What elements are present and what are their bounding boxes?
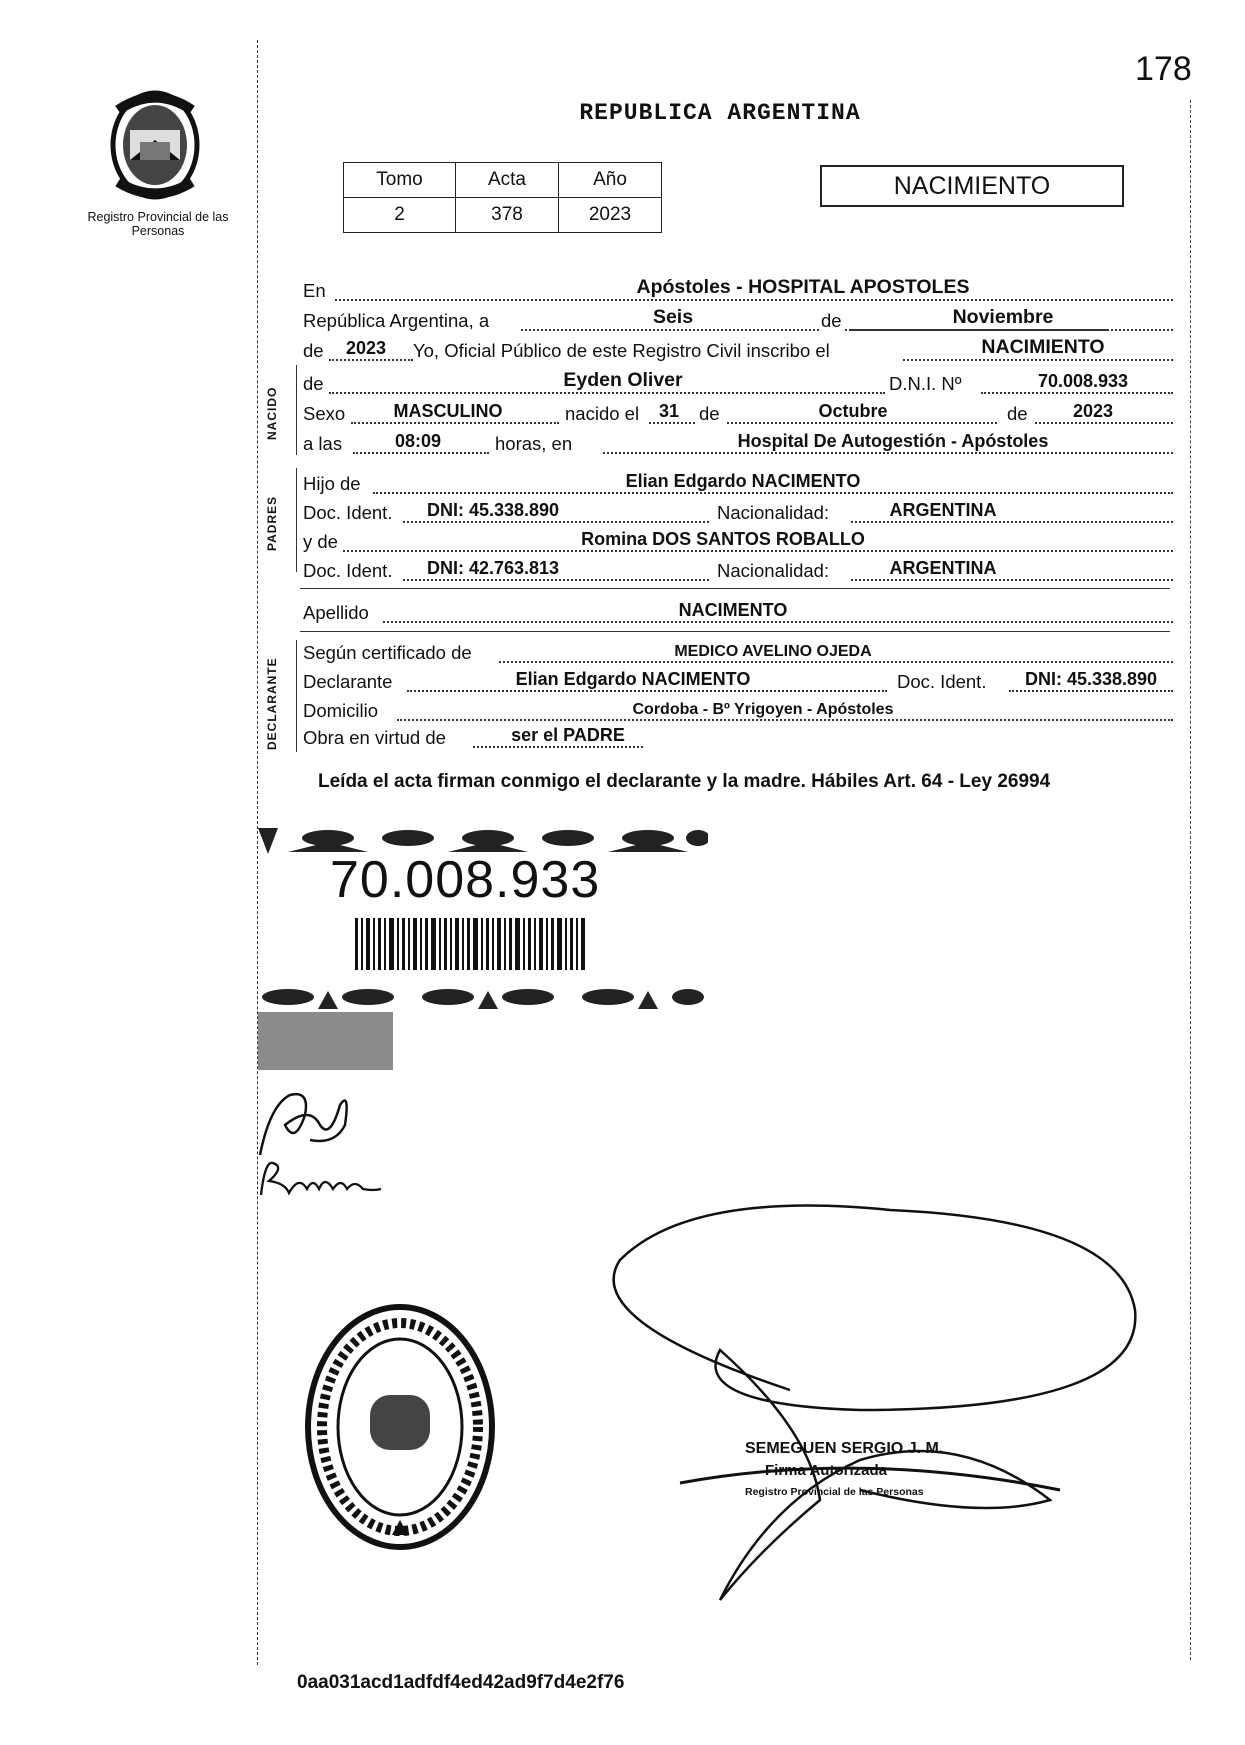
address-value: Cordoba - Bº Yrigoyen - Apóstoles xyxy=(632,701,894,718)
section-padres-label: PADRES xyxy=(265,495,279,551)
birth-place: Hospital De Autogestión - Apóstoles xyxy=(737,431,1049,451)
line-domicilio: Domicilio Cordoba - Bº Yrigoyen - Apóstoles xyxy=(303,695,1173,725)
signer-name: SEMEGUEN SERGIO J. M. xyxy=(745,1440,944,1457)
signer-org: Registro Provincial de las Personas xyxy=(745,1486,924,1498)
line-sexo: Sexo MASCULINO nacido el 31 de Octubre de 2023 xyxy=(303,398,1173,428)
sticker-hologram xyxy=(258,1012,393,1070)
father-nationality: ARGENTINA xyxy=(889,500,997,520)
line-en xyxy=(303,275,1173,305)
line-date: República Argentina, a Seis de Noviembre xyxy=(303,305,1173,335)
declarant-doc: DNI: 45.338.890 xyxy=(1024,669,1158,689)
barcode xyxy=(355,918,585,970)
place-value: Apóstoles - HOSPITAL APOSTOLES xyxy=(636,276,970,298)
record-table xyxy=(343,162,662,233)
certificate-value: MEDICO AVELINO OJEDA xyxy=(674,643,872,660)
section-declarante-label: DECLARANTE xyxy=(265,657,279,750)
month-value: Noviembre xyxy=(952,306,1054,328)
year-value: 2023 xyxy=(345,338,387,358)
tomo-header: Tomo xyxy=(344,163,456,198)
province-crest-logo xyxy=(100,90,210,200)
birth-month: Octubre xyxy=(818,401,888,421)
line-declarante: Declarante Elian Edgardo NACIMENTO Doc. Ident. DNI: 45.338.890 xyxy=(303,666,1173,696)
right-margin-line xyxy=(1190,100,1191,1660)
capacity-value: ser el PADRE xyxy=(511,725,625,745)
child-dni: 70.008.933 xyxy=(1037,371,1129,391)
anio-header: Año xyxy=(559,163,662,198)
declarant-name: Elian Edgardo NACIMENTO xyxy=(515,669,751,689)
act-type-box: NACIMIENTO xyxy=(820,165,1124,207)
line-horas: a las 08:09 horas, en Hospital De Autogestión - Apóstoles xyxy=(303,428,1173,458)
signer-role: Firma Autorizada xyxy=(765,1462,887,1479)
father-name: Elian Edgardo NACIMENTO xyxy=(625,471,861,491)
dni-sticker-number: 70.008.933 xyxy=(330,851,601,909)
birth-day: 31 xyxy=(658,401,680,421)
line-madre: y de Romina DOS SANTOS ROBALLO xyxy=(303,526,1173,556)
country-title: REPUBLICA ARGENTINA xyxy=(579,100,861,126)
day-value: Seis xyxy=(652,306,694,328)
acta-value: 378 xyxy=(456,198,559,233)
anio-value: 2023 xyxy=(559,198,662,233)
surname-value: NACIMENTO xyxy=(678,600,788,620)
official-seal xyxy=(300,1300,500,1560)
official-signature xyxy=(560,1200,1180,1625)
child-name: Eyden Oliver xyxy=(563,369,683,391)
document-hash: 0aa031acd1adfdf4ed42ad9f7d4e2f76 xyxy=(297,1672,625,1693)
line-certificado: Según certificado de MEDICO AVELINO OJEDA xyxy=(303,637,1173,667)
mother-signature xyxy=(255,1155,385,1210)
en-label: En xyxy=(303,280,326,301)
tomo-value: 2 xyxy=(344,198,456,233)
line-obra: Obra en virtud de ser el PADRE xyxy=(303,722,1173,752)
logo-caption: Registro Provincial de las Personas xyxy=(87,210,229,238)
signature-note: Leída el acta firman conmigo el declarante y la madre. Hábiles Art. 64 - Ley 26994 xyxy=(318,771,1051,792)
acta-header: Acta xyxy=(456,163,559,198)
father-doc: DNI: 45.338.890 xyxy=(426,500,560,520)
mother-doc: DNI: 42.763.813 xyxy=(426,558,560,578)
line-madre-doc: Doc. Ident. DNI: 42.763.813 Nacionalidad: ARGENTINA xyxy=(303,555,1173,585)
birth-time: 08:09 xyxy=(394,431,442,451)
page-number: 178 xyxy=(1135,50,1192,88)
line-inscribe: de 2023 Yo, Oficial Público de este Registro Civil inscribo el NACIMIENTO xyxy=(303,335,1173,365)
section-nacido-label: NACIDO xyxy=(265,386,279,440)
mother-nationality: ARGENTINA xyxy=(889,558,997,578)
line-nacido-name: de Eyden Oliver D.N.I. Nº 70.008.933 xyxy=(303,368,1173,398)
line-padre-doc: Doc. Ident. DNI: 45.338.890 Nacionalidad: ARGENTINA xyxy=(303,497,1173,527)
mother-name: Romina DOS SANTOS ROBALLO xyxy=(581,529,865,549)
line-padre: Hijo de Elian Edgardo NACIMENTO xyxy=(303,468,1173,498)
birth-year: 2023 xyxy=(1072,401,1114,421)
line-apellido: Apellido NACIMENTO xyxy=(303,597,1173,627)
sex-value: MASCULINO xyxy=(393,401,503,421)
inscribed-value: NACIMIENTO xyxy=(981,336,1105,358)
